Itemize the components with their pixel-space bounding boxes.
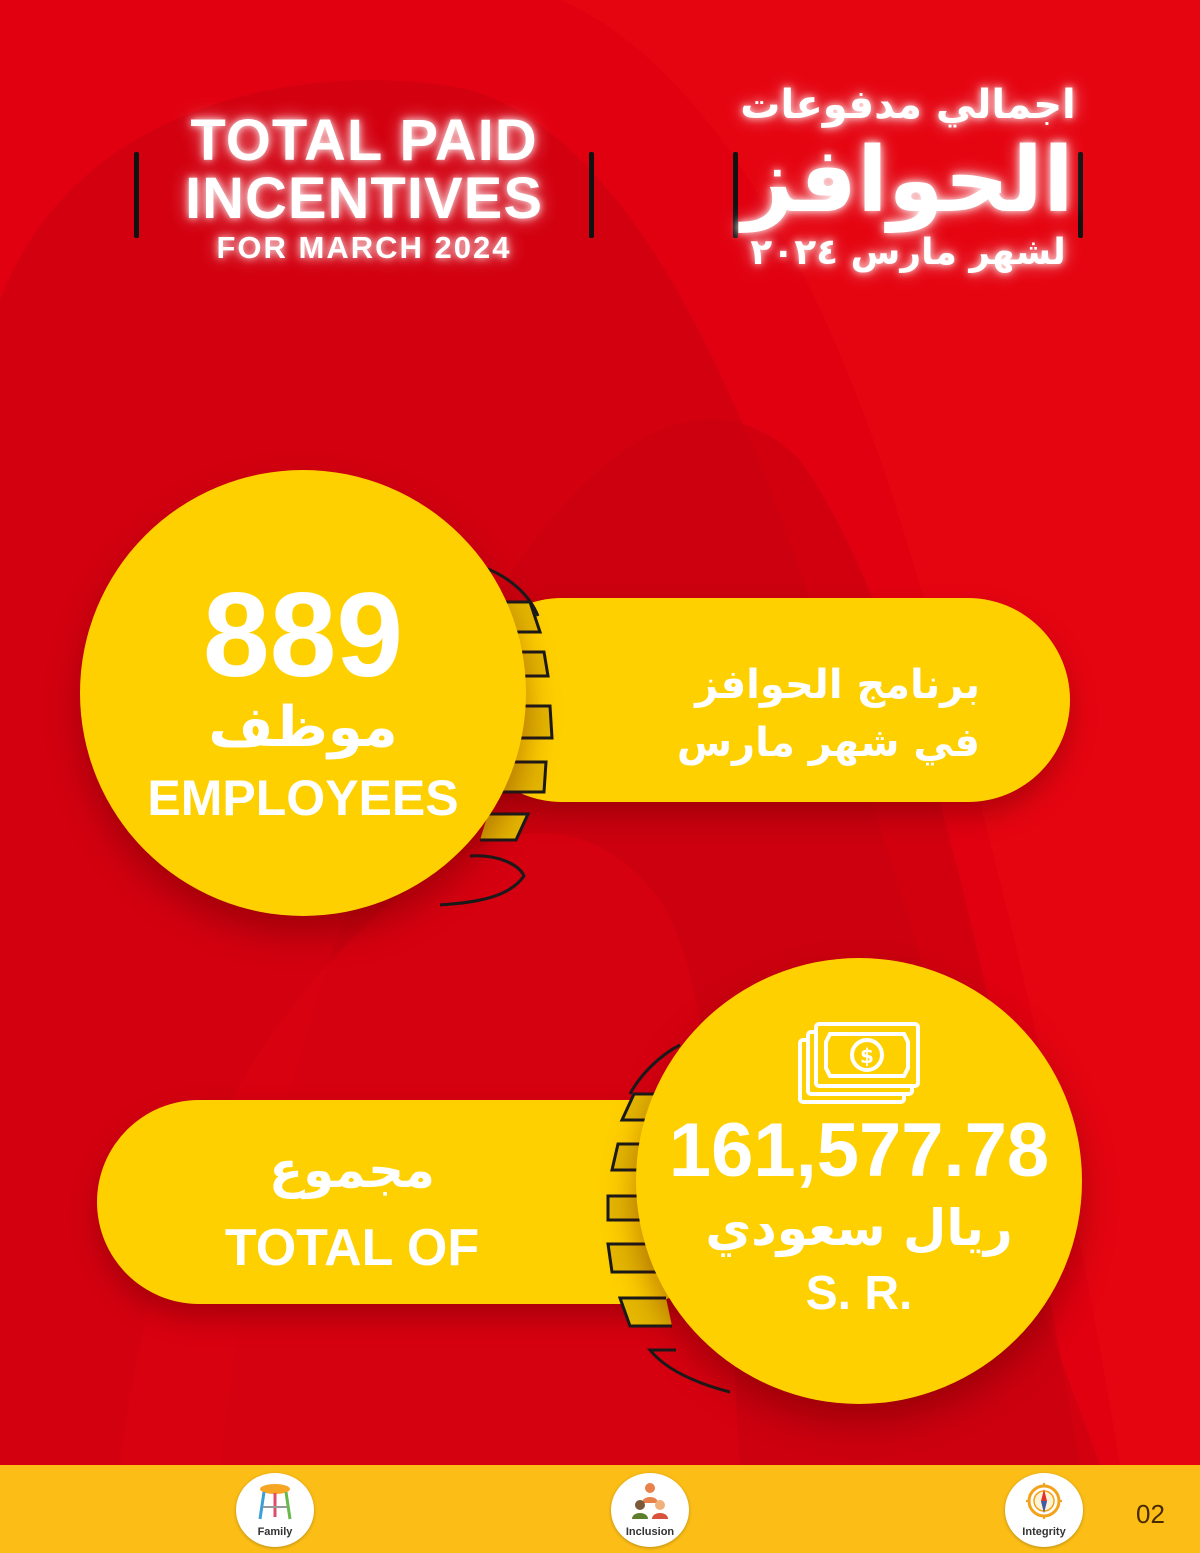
total-label-en: TOTAL OF [224,1219,480,1277]
stool-icon [255,1481,295,1523]
badge-label: Integrity [1022,1526,1066,1538]
program-line-1: برنامج الحوافز [695,662,980,708]
compass-icon [1024,1481,1064,1523]
value-badge-family [236,1473,314,1547]
arabic-title [738,80,1078,276]
total-label-ar: مجموع [268,1141,435,1199]
ar-title-line-2: الحوافز [742,128,1074,233]
employee-count: 889 [202,568,404,702]
badge-label: Inclusion [625,1526,675,1538]
employees-label-en: EMPLOYEES [147,770,459,826]
employees-circle [80,470,526,916]
people-icon [630,1481,670,1523]
header-divider-left [134,152,139,238]
footer-bar [0,1465,1200,1553]
currency-ar: ريال سعودي [705,1199,1013,1257]
title-line-2: INCENTIVES [184,166,544,231]
currency-en: S. R. [805,1267,913,1320]
title-line-3: FOR MARCH 2024 [216,230,512,265]
program-line-2: في شهر مارس [676,720,980,766]
ar-title-line-1: اجمالي مدفوعات [740,82,1076,128]
page-number: 02 [1136,1499,1165,1529]
english-title [140,108,588,266]
money-bill-icon [796,1018,922,1108]
value-badge-integrity [1005,1473,1083,1547]
header-divider-right [589,152,594,238]
program-text [677,656,980,772]
title-line-1: TOTAL PAID [190,108,538,173]
badge-label: Family [257,1526,293,1538]
value-badge-inclusion [611,1473,689,1547]
ar-header-divider-right [1078,152,1083,238]
total-circle [636,958,1082,1404]
svg-text:$: $ [860,1044,874,1068]
total-amount: 161,577.78 [668,1108,1050,1193]
ar-title-line-3: لشهر مارس ٢٠٢٤ [750,232,1066,273]
employees-label-ar: موظف [208,695,398,760]
